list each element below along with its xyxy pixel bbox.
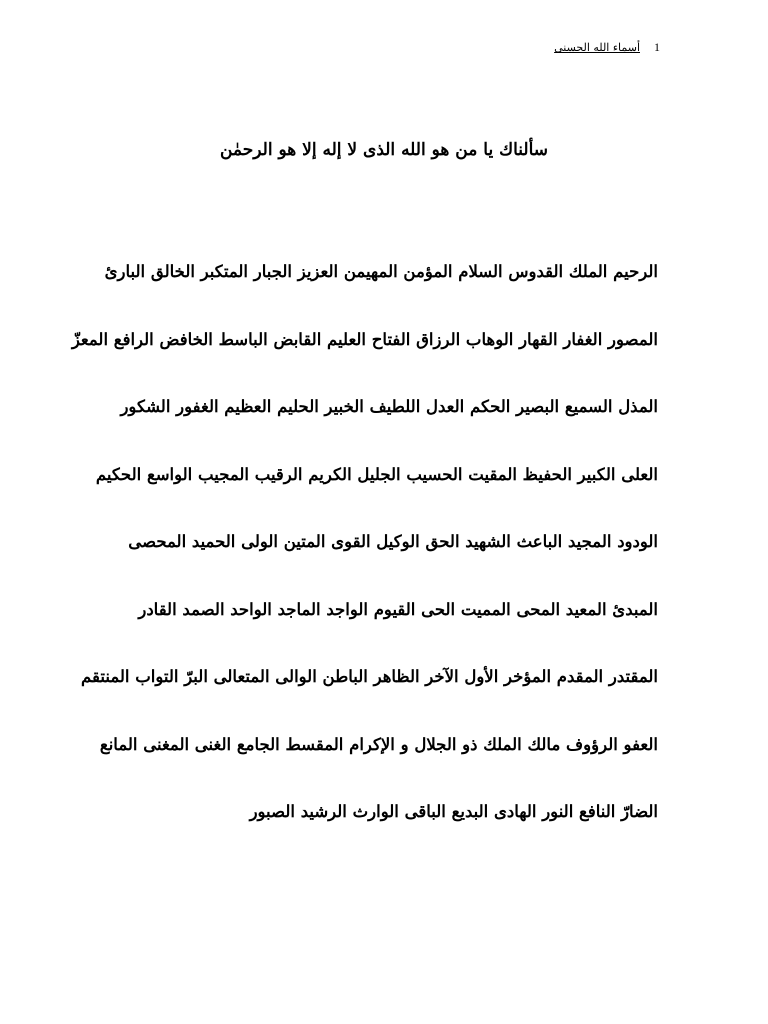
names-line: المصور الغفار القهار الوهاب الرزاق الفتاح العليم القابض الباسط الخافض الرافع المعزّ [71, 329, 658, 349]
page-number: 1 [654, 40, 660, 54]
names-line: الرحيم الملك القدوس السلام المؤمن المهيمن العزيز الجبار المتكبر الخالق البارئ [104, 262, 658, 281]
page-heading: سألناك يا من هو الله الذى لا إله إلا هو الرحمٰن [219, 140, 549, 160]
names-line: العلى الكبير الحفيظ المقيت الحسيب الجليل الكريم الرقيب المجيب الواسع الحكيم [95, 464, 658, 484]
names-line: المذل السميع البصير الحكم العدل اللطيف الخبير الحليم العظيم الغفور الشكور [120, 397, 658, 416]
page-header [554, 40, 660, 55]
names-line: العفو الرؤوف مالك الملك ذو الجلال و الإكرام المقسط الجامع الغنى المغنى المانع [99, 734, 658, 754]
names-line: الضارّ النافع النور الهادى البديع الباقى الوارث الرشيد الصبور [249, 802, 658, 821]
names-line: المقتدر المقدم المؤخر الأول الآخر الظاهر الباطن الوالى المتعالى البرّ التواب المنتقم [81, 667, 658, 686]
header-title: أسماء الله الحسنى [554, 41, 640, 54]
names-line: المبدئ المعيد المحى المميت الحى القيوم الواجد الماجد الواحد الصمد القادر [138, 599, 658, 619]
names-line: الودود المجيد الباعث الشهيد الحق الوكيل القوى المتين الولى الحميد المحصى [128, 532, 658, 551]
names-list [71, 258, 658, 866]
